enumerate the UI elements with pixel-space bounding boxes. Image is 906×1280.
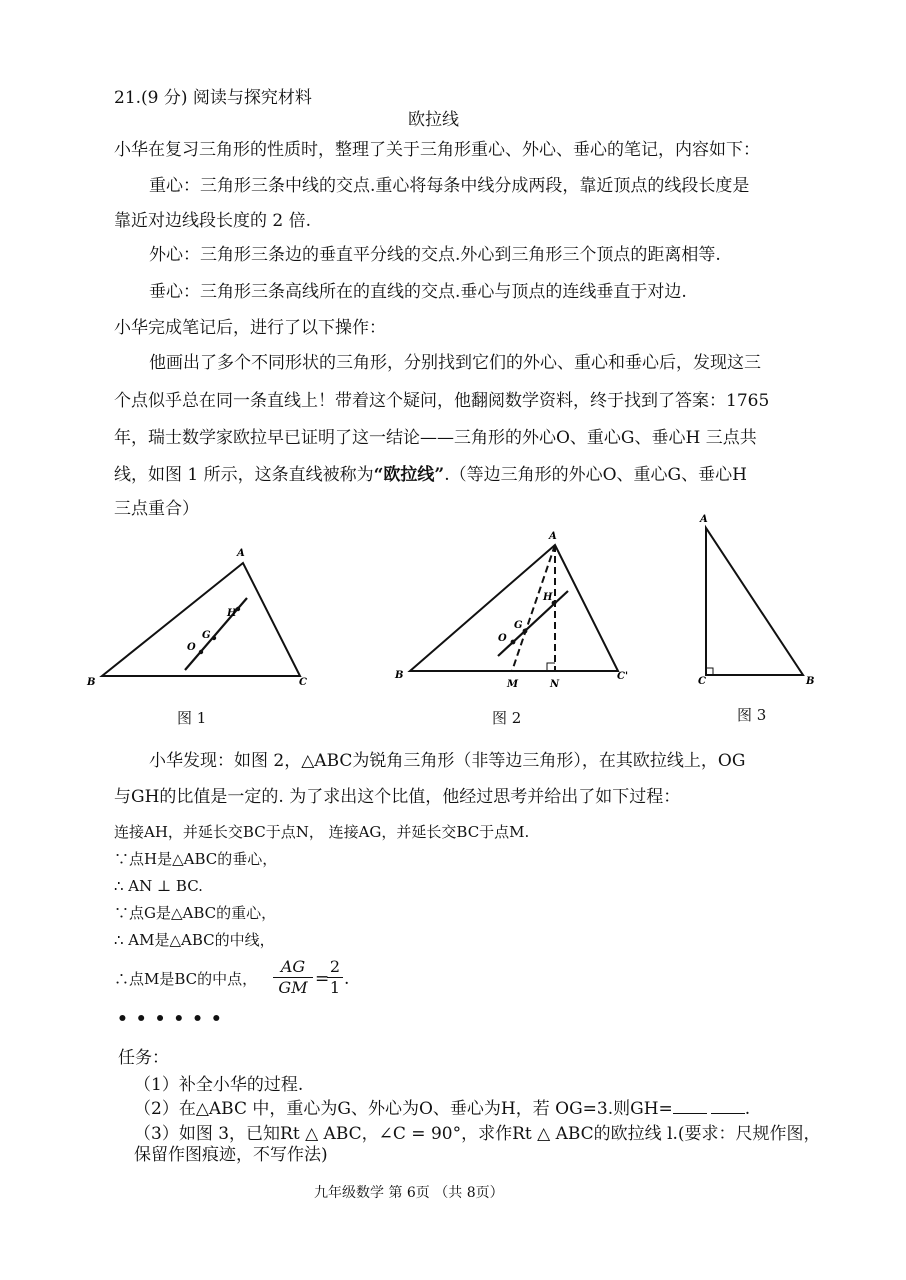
paragraph-line-5: 三点重合） (114, 499, 199, 519)
fig2-label-o: O (498, 633, 507, 644)
answer-blank-1 (673, 1113, 707, 1114)
fraction-one-denominator: 1 (329, 978, 341, 997)
task-2 (134, 1099, 750, 1119)
fig1-point-o (199, 650, 203, 654)
fig2-label-b: B (395, 670, 404, 681)
proof-step-1: 连接AH，并延长交BC于点N， 连接AG，并延长交BC于点M. (114, 823, 530, 841)
fig3-label-a: A (700, 514, 708, 525)
figure-1-caption: 图 1 (177, 709, 207, 727)
fig2-label-h: H (543, 592, 553, 603)
discovery-line-1: 小华发现：如图 2，△ABC为锐角三角形（非等边三角形），在其欧拉线上，OG (149, 751, 746, 771)
centroid-definition: 重心：三角形三条中线的交点.重心将每条中线分成两段，靠近顶点的线段长度是 (149, 176, 750, 196)
fig3-triangle (706, 528, 803, 675)
task-2-text: （2）在△ABC 中，重心为G、外心为O、垂心为H，若 OG=3.则GH= (134, 1099, 673, 1119)
fraction-period: . (344, 969, 350, 989)
fraction-ag-numerator: AG (273, 957, 313, 978)
task-3-cont: 保留作图痕迹，不写作法) (134, 1145, 328, 1165)
orthocenter-definition: 垂心：三角形三条高线所在的直线的交点.垂心与顶点的连线垂直于对边. (149, 282, 687, 302)
fraction-two-over-one (327, 957, 343, 998)
problem-heading: 21.(9 分) 阅读与探究材料 (114, 88, 312, 108)
fig1-point-h (236, 607, 240, 611)
page-footer: 九年级数学 第 6页 （共 8页） (314, 1185, 504, 1201)
fig2-right-angle-mark (547, 663, 555, 671)
figure-1 (80, 540, 330, 700)
proof-step-6: ∴点M是BC的中点， (114, 970, 258, 988)
answer-blank-2 (711, 1113, 745, 1114)
fig2-label-a: A (549, 531, 557, 542)
paragraph-line-4-start: 线，如图 1 所示，这条直线被称为 (114, 465, 374, 485)
fig2-point-o (511, 640, 516, 645)
proof-step-2: ∵点H是△ABC的垂心， (114, 850, 278, 868)
discovery-line-2: 与GH的比值是一定的. 为了求出这个比值，他经过思考并给出了如下过程： (114, 787, 681, 807)
fig1-label-g: G (202, 630, 211, 641)
task-2-period: . (744, 1099, 751, 1119)
figure-2 (390, 525, 640, 695)
fig2-point-g (523, 629, 528, 634)
fig1-label-h: H (227, 608, 237, 619)
problem-title: 欧拉线 (408, 110, 459, 130)
fraction-two-numerator: 2 (327, 957, 343, 978)
proof-step-3: ∴ AN ⊥ BC. (114, 877, 203, 895)
figure-2-caption: 图 2 (492, 709, 522, 727)
fraction-ag-gm (273, 957, 313, 998)
task-3: （3）如图 3，已知Rt △ ABC，∠C = 90°，求作Rt △ ABC的欧拉线 l.(要求：尺规作图， (134, 1124, 821, 1144)
proof-step-5: ∴ AM是△ABC的中线， (114, 931, 275, 949)
fig2-label-m: M (507, 679, 519, 690)
fig3-label-b: B (806, 676, 815, 687)
paragraph-line-4-end: .（等边三角形的外心O、重心G、垂心H (444, 465, 747, 485)
ellipsis-dots: • • • • • • (117, 1009, 223, 1029)
figure-3 (690, 508, 830, 698)
tasks-heading: 任务： (118, 1048, 169, 1068)
fig1-point-g (212, 636, 216, 640)
fig1-label-c: C (299, 677, 307, 688)
fig1-label-o: O (187, 642, 196, 653)
paragraph-line-1: 他画出了多个不同形状的三角形，分别找到它们的外心、重心和垂心后，发现这三 (149, 353, 761, 373)
paragraph-line-4 (114, 465, 747, 485)
equals-sign: = (315, 969, 330, 989)
euler-line-term: “欧拉线” (373, 465, 445, 485)
proof-step-4: ∵点G是△ABC的重心， (114, 904, 277, 922)
task-1: （1）补全小华的过程. (134, 1075, 304, 1095)
fig2-label-g: G (514, 620, 523, 631)
fraction-gm-denominator: GM (278, 978, 308, 997)
fig1-triangle (102, 563, 300, 676)
paragraph-line-2: 个点似乎总在同一条直线上！带着这个疑问，他翻阅数学资料，终于找到了答案：1765 (114, 391, 770, 411)
fig3-label-c: C (698, 676, 706, 687)
fig1-label-a: A (237, 548, 245, 559)
fig3-right-angle-mark (706, 668, 713, 675)
fig2-triangle (410, 545, 618, 671)
paragraph-line-3: 年，瑞士数学家欧拉早已证明了这一结论——三角形的外心O、重心G、垂心H 三点共 (114, 428, 757, 448)
centroid-definition-cont: 靠近对边线段长度的 2 倍. (114, 211, 312, 231)
fig2-label-c: C' (617, 671, 629, 682)
intro-text: 小华在复习三角形的性质时，整理了关于三角形重心、外心、垂心的笔记，内容如下： (114, 140, 760, 160)
circumcenter-definition: 外心：三角形三条边的垂直平分线的交点.外心到三角形三个顶点的距离相等. (149, 245, 721, 265)
fig1-label-b: B (87, 677, 96, 688)
figure-3-caption: 图 3 (737, 706, 767, 724)
after-notes-text: 小华完成笔记后，进行了以下操作： (114, 318, 386, 338)
fig2-label-n: N (550, 679, 560, 690)
fig2-euler-line (498, 591, 568, 656)
